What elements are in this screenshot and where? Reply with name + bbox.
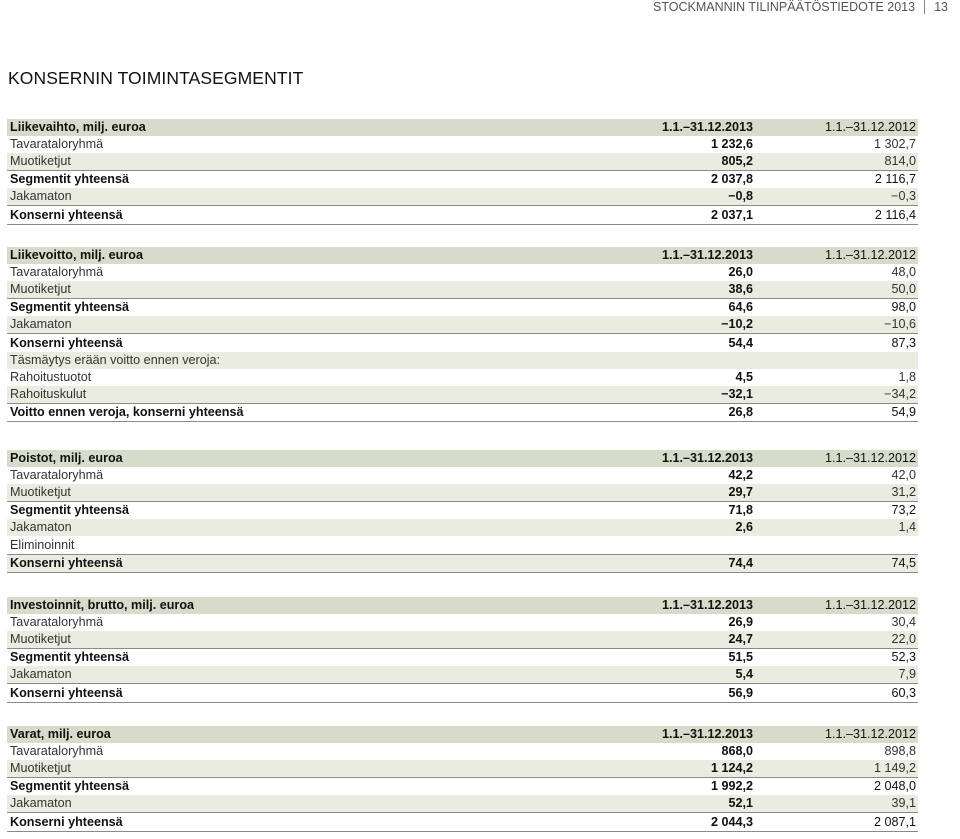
table-investoinnit [7, 597, 918, 703]
row-label-cell: Konserni yhteensä [7, 206, 606, 224]
value-2013-cell: 74,4 [606, 554, 763, 572]
table-row [7, 352, 918, 369]
row-label-cell: Täsmäytys erään voitto ennen veroja: [7, 352, 606, 369]
table-row [7, 136, 918, 153]
header-label-cell: Poistot, milj. euroa [7, 450, 606, 467]
table-row [7, 334, 918, 352]
header-label-cell: Investoinnit, brutto, milj. euroa [7, 597, 606, 614]
header-period-2012-cell: 1.1.–31.12.2012 [763, 247, 918, 264]
value-2013-cell: 805,2 [606, 153, 763, 171]
table-varat [7, 726, 918, 832]
value-2012-cell: 98,0 [763, 299, 918, 317]
row-label-cell: Segmentit yhteensä [7, 649, 606, 667]
value-2013-cell: −0,8 [606, 188, 763, 206]
header-period-2012-cell: 1.1.–31.12.2012 [763, 119, 918, 136]
value-2012-cell: 1,8 [898, 369, 916, 384]
table-row [7, 631, 918, 649]
value-2012-cell [763, 352, 918, 369]
value-2013-cell [606, 352, 763, 369]
table-header-row [7, 119, 918, 136]
header-period-2013-cell: 1.1.–31.12.2013 [606, 450, 763, 467]
value-2013-cell [606, 536, 763, 554]
value-2012-cell: 1,4 [763, 519, 918, 536]
header-label-cell: Liikevaihto, milj. euroa [7, 119, 606, 136]
header-period-2013-cell: 1.1.–31.12.2013 [606, 247, 763, 264]
value-2013-cell: 2 037,8 [606, 171, 763, 189]
table-header-row [7, 247, 918, 264]
value-2013-cell: 868,0 [721, 744, 753, 759]
row-label-cell: Muotiketjut [7, 153, 606, 171]
table-header-row [7, 597, 918, 614]
row-label-cell: Segmentit yhteensä [7, 299, 606, 317]
header-label-cell: Varat, milj. euroa [7, 726, 606, 743]
value-2012-cell: 30,4 [891, 615, 916, 630]
row-label-cell: Tavarataloryhmä [10, 615, 104, 630]
row-label-cell: Muotiketjut [7, 760, 606, 778]
value-2013-cell: 2 037,1 [606, 206, 763, 224]
value-2013-cell: 51,5 [606, 649, 763, 667]
row-label-cell: Konserni yhteensä [7, 334, 606, 352]
row-label-cell: Konserni yhteensä [7, 813, 606, 831]
row-label-cell: Jakamaton [7, 795, 606, 813]
row-label-cell: Segmentit yhteensä [7, 171, 606, 189]
value-2012-cell: 1 302,7 [873, 137, 916, 152]
value-2013-cell: 1 232,6 [710, 137, 753, 152]
table-row [7, 281, 918, 299]
value-2012-cell: 39,1 [763, 795, 918, 813]
row-label-cell: Tavarataloryhmä [10, 265, 104, 280]
row-label-cell: Konserni yhteensä [7, 684, 606, 702]
value-2012-cell: −34,2 [763, 386, 918, 404]
value-2013-cell: 1 124,2 [606, 760, 763, 778]
row-label-cell: Jakamaton [7, 666, 606, 684]
table-row [7, 519, 918, 536]
table-liikevoitto [7, 247, 918, 422]
value-2013-cell: 42,2 [728, 468, 753, 483]
table-liikevaihto [7, 119, 918, 225]
table-row [7, 614, 918, 631]
row-label-cell: Rahoitustuotot [10, 369, 92, 384]
running-header [653, 0, 948, 14]
header-label-cell: Liikevoitto, milj. euroa [7, 247, 606, 264]
value-2012-cell: −0,3 [763, 188, 918, 206]
table-row [7, 299, 918, 317]
row-label-cell: Segmentit yhteensä [7, 502, 606, 520]
value-2013-cell: 56,9 [606, 684, 763, 702]
row-label-cell: Tavarataloryhmä [10, 137, 104, 152]
value-2013-cell: 1 992,2 [606, 778, 763, 796]
table-row [7, 684, 918, 702]
table-row [7, 813, 918, 831]
value-2012-cell: 814,0 [763, 153, 918, 171]
table-header-row [7, 450, 918, 467]
value-2013-cell: 2 044,3 [606, 813, 763, 831]
row-label-cell: Eliminoinnit [10, 537, 75, 552]
table-row [7, 369, 918, 386]
value-2012-cell: 2 116,7 [763, 171, 918, 189]
value-2013-cell: 26,8 [606, 403, 763, 421]
value-2013-cell: 54,4 [606, 334, 763, 352]
table-row [7, 666, 918, 684]
document-title: STOCKMANNIN TILINPÄÄTÖSTIEDOTE 2013 [652, 0, 916, 14]
table-header-row [7, 726, 918, 743]
row-label-cell: Jakamaton [7, 519, 606, 536]
row-label-cell: Konserni yhteensä [7, 554, 606, 572]
value-2013-cell: −32,1 [606, 386, 763, 404]
table-row [7, 153, 918, 171]
table-row [7, 760, 918, 778]
table-row [7, 554, 918, 572]
value-2012-cell: 2 087,1 [763, 813, 918, 831]
row-label-cell: Rahoituskulut [7, 386, 606, 404]
value-2012-cell: 2 116,4 [763, 206, 918, 224]
value-2012-cell: 48,0 [891, 265, 916, 280]
table-row [7, 386, 918, 404]
value-2012-cell: 73,2 [763, 502, 918, 520]
value-2012-cell: 7,9 [763, 666, 918, 684]
table-poistot [7, 450, 918, 573]
value-2013-cell: 24,7 [606, 631, 763, 649]
header-period-2012-cell: 1.1.–31.12.2012 [763, 726, 918, 743]
section-title: KONSERNIN TOIMINTASEGMENTIT [8, 68, 304, 88]
table-row [7, 778, 918, 796]
value-2012-cell: 54,9 [763, 403, 918, 421]
page-number: 13 [934, 0, 948, 14]
value-2013-cell: 5,4 [606, 666, 763, 684]
value-2013-cell: 4,5 [735, 369, 753, 384]
value-2012-cell: 898,8 [884, 744, 916, 759]
value-2012-cell: 22,0 [763, 631, 918, 649]
value-2013-cell: 38,6 [606, 281, 763, 299]
value-2012-cell: 2 048,0 [763, 778, 918, 796]
table-row [7, 171, 918, 189]
table-row [7, 536, 918, 554]
row-label-cell: Muotiketjut [7, 484, 606, 502]
value-2012-cell: 60,3 [763, 684, 918, 702]
row-label-cell: Voitto ennen veroja, konserni yhteensä [7, 403, 606, 421]
value-2012-cell: 50,0 [763, 281, 918, 299]
row-label-cell: Jakamaton [7, 188, 606, 206]
table-row [7, 188, 918, 206]
row-label-cell: Jakamaton [7, 316, 606, 334]
value-2013-cell: 71,8 [606, 502, 763, 520]
row-label-cell: Muotiketjut [7, 281, 606, 299]
value-2013-cell: −10,2 [606, 316, 763, 334]
table-row [7, 206, 918, 224]
header-period-2013-cell: 1.1.–31.12.2013 [606, 119, 763, 136]
header-period-2012-cell: 1.1.–31.12.2012 [763, 450, 918, 467]
header-period-2013-cell: 1.1.–31.12.2013 [606, 597, 763, 614]
value-2013-cell: 29,7 [606, 484, 763, 502]
value-2012-cell: 1 149,2 [763, 760, 918, 778]
header-period-2012-cell: 1.1.–31.12.2012 [763, 597, 918, 614]
value-2012-cell: 31,2 [763, 484, 918, 502]
table-row [7, 316, 918, 334]
table-row [7, 795, 918, 813]
header-divider [924, 0, 925, 14]
row-label-cell: Segmentit yhteensä [7, 778, 606, 796]
value-2013-cell: 52,1 [606, 795, 763, 813]
table-row [7, 743, 918, 760]
table-row [7, 502, 918, 520]
value-2013-cell: 26,0 [728, 265, 753, 280]
table-row [7, 264, 918, 281]
value-2012-cell [763, 536, 918, 554]
value-2012-cell: −10,6 [763, 316, 918, 334]
table-row [7, 649, 918, 667]
value-2012-cell: 42,0 [891, 468, 916, 483]
row-label-cell: Muotiketjut [7, 631, 606, 649]
value-2013-cell: 2,6 [606, 519, 763, 536]
table-row [7, 484, 918, 502]
table-row [7, 403, 918, 421]
value-2012-cell: 87,3 [763, 334, 918, 352]
value-2013-cell: 26,9 [728, 615, 753, 630]
value-2013-cell: 64,6 [606, 299, 763, 317]
value-2012-cell: 74,5 [763, 554, 918, 572]
value-2012-cell: 52,3 [763, 649, 918, 667]
row-label-cell: Tavarataloryhmä [10, 468, 104, 483]
table-row [7, 467, 918, 484]
row-label-cell: Tavarataloryhmä [10, 744, 104, 759]
header-period-2013-cell: 1.1.–31.12.2013 [606, 726, 763, 743]
